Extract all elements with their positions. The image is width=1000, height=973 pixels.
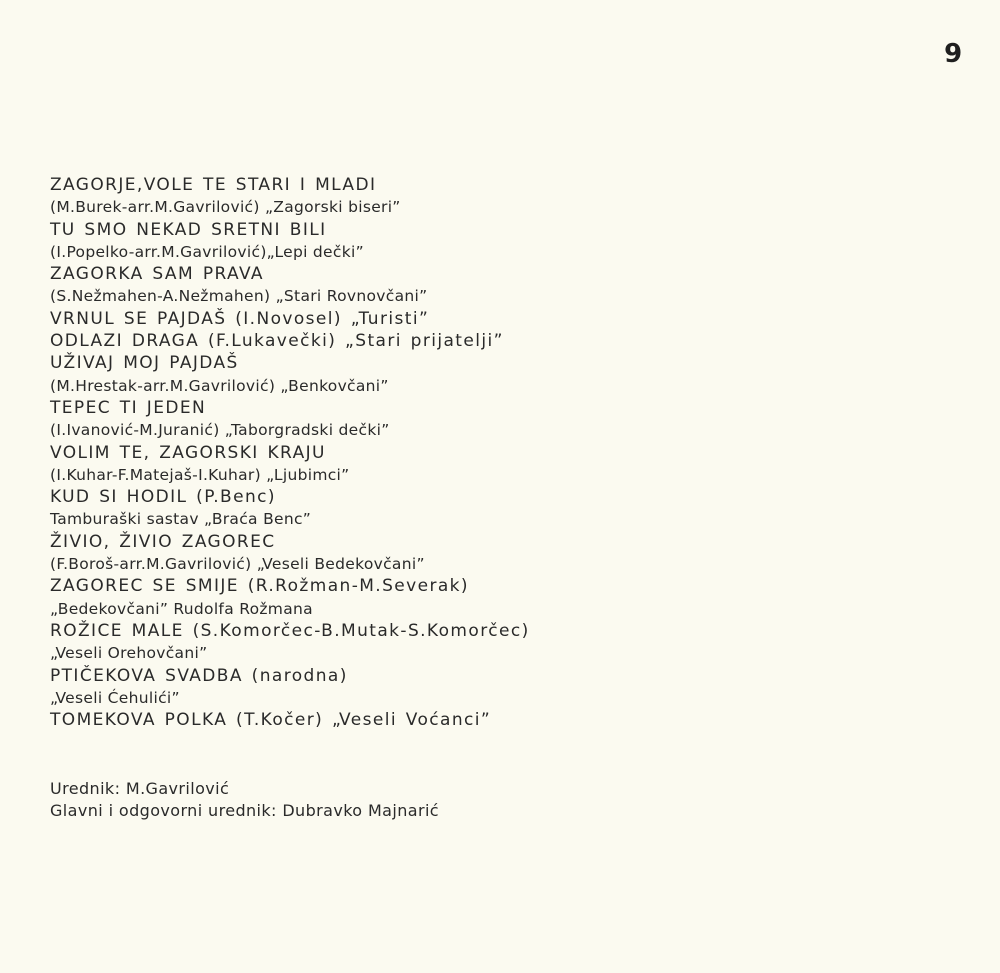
editor-line: Urednik: M.Gavrilović	[50, 779, 230, 798]
editor-in-chief-line: Glavni i odgovorni urednik: Dubravko Majnarić	[50, 801, 439, 820]
track-title: ODLAZI DRAGA (F.Lukavečki) „Stari prijatelji”	[50, 331, 504, 352]
track-title: VOLIM TE, ZAGORSKI KRAJU	[50, 442, 326, 463]
track-credit: Tamburaški sastav „Braća Benc”	[50, 510, 312, 529]
track-title: TOMEKOVA POLKA (T.Kočer) „Veseli Voćanci”	[50, 710, 492, 731]
track-credit: (S.Nežmahen-A.Nežmahen) „Stari Rovnovčani”	[50, 287, 428, 306]
track-title: ZAGORKA SAM PRAVA	[50, 264, 264, 285]
page-number: 6	[944, 36, 963, 66]
track-title: TEPEC TI JEDEN	[50, 397, 207, 418]
track-credit: (I.Kuhar-F.Matejaš-I.Kuhar) „Ljubimci”	[50, 465, 350, 484]
track-credit: „Veseli Ćehulići”	[50, 688, 180, 707]
track-credit: (I.Ivanović-M.Juranić) „Taborgradski dečki”	[50, 421, 390, 440]
track-credit: (M.Burek-arr.M.Gavrilović) „Zagorski biseri”	[50, 198, 401, 217]
track-title: KUD SI HODIL (P.Benc)	[50, 487, 276, 508]
track-title: ŽIVIO, ŽIVIO ZAGOREC	[50, 531, 276, 552]
track-title: TU SMO NEKAD SRETNI BILI	[50, 219, 327, 240]
editors-block	[50, 778, 439, 822]
track-credit: „Veseli Orehovčani”	[50, 644, 208, 663]
tracklist	[50, 174, 950, 731]
track-credit: „Bedekovčani” Rudolfa Rožmana	[50, 599, 313, 618]
track-title: PTIČEKOVA SVADBA (narodna)	[50, 665, 348, 686]
track-title: ZAGORJE,VOLE TE STARI I MLADI	[50, 175, 377, 195]
track-credit: (F.Boroš-arr.M.Gavrilović) „Veseli Bedekovčani”	[50, 555, 425, 574]
track-title: VRNUL SE PAJDAŠ (I.Novosel) „Turisti”	[50, 308, 430, 329]
track-credit: (M.Hrestak-arr.M.Gavrilović) „Benkovčani”	[50, 376, 389, 395]
track-title: UŽIVAJ MOJ PAJDAŠ	[50, 353, 239, 374]
track-title: ROŽICE MALE (S.Komorčec-B.Mutak-S.Komorčec)	[50, 620, 530, 641]
track-title: ZAGOREC SE SMIJE (R.Rožman-M.Severak)	[50, 576, 469, 597]
track-credit: (I.Popelko-arr.M.Gavrilović)„Lepi dečki”	[50, 242, 364, 261]
